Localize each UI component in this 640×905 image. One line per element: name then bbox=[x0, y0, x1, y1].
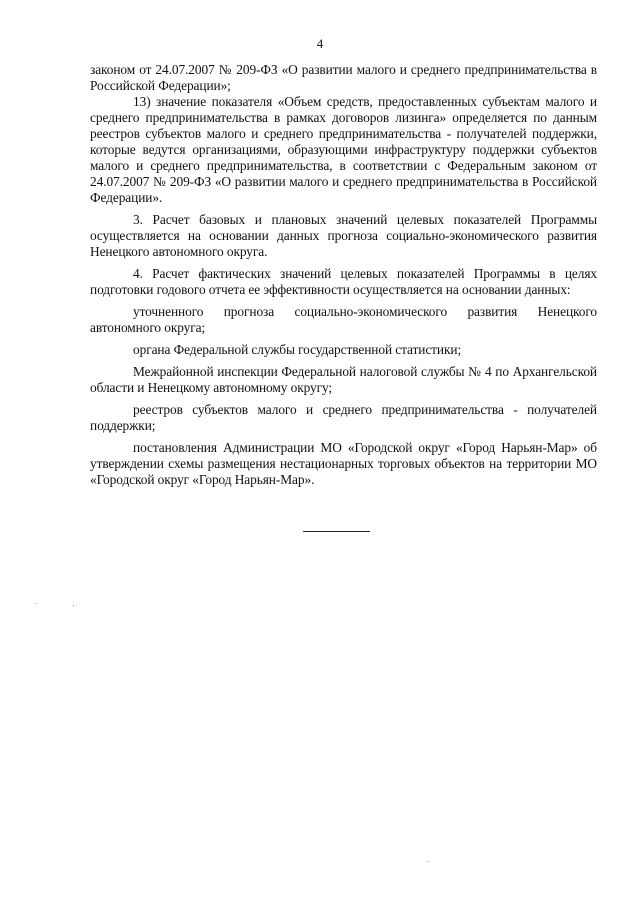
end-separator-line bbox=[303, 531, 370, 532]
list-item-forecast: уточненного прогноза социально-экономического развития Ненецкого автономного округа; bbox=[90, 304, 597, 335]
paragraph-section-3: 3. Расчет базовых и плановых значений целевых показателей Программы осуществляется на основании данных прогноза социально-экономического развития Ненецкого автономного округа. bbox=[90, 212, 597, 259]
list-item-registries: реестров субъектов малого и среднего предпринимательства - получателей поддержки; bbox=[90, 402, 597, 433]
page-number: 4 bbox=[316, 36, 324, 51]
scan-speck bbox=[73, 605, 74, 606]
scan-speck bbox=[428, 861, 429, 862]
list-item-resolution: постановления Администрации МО «Городской округ «Город Нарьян-Мар» об утверждении схемы размещения нестационарных торговых объектов на территории МО «Городской округ «Город Нарьян-Мар». bbox=[90, 440, 597, 487]
document-body bbox=[90, 62, 597, 488]
scan-speck bbox=[36, 603, 37, 604]
paragraph-item-13: 13) значение показателя «Объем средств, предоставленных субъектам малого и среднего предпринимательства в рамках договоров лизинга» определяется по данным реестров субъектов малого и среднего предпринимательства - получателей поддержки, которые ведутся организациями, образующими инфраструктуру поддержки субъектов малого и среднего предпринимательства, в соответствии с Федеральным законом от 24.07.2007 № 209-ФЗ «О развитии малого и среднего предпринимательства в Российской Федерации». bbox=[90, 94, 597, 205]
paragraph-law-continuation: законом от 24.07.2007 № 209-ФЗ «О развитии малого и среднего предпринимательства в Российской Федерации»; bbox=[90, 62, 597, 93]
list-item-tax-inspection: Межрайонной инспекции Федеральной налоговой службы № 4 по Архангельской области и Ненецкому автономному округу; bbox=[90, 364, 597, 395]
list-item-statistics: органа Федеральной службы государственной статистики; bbox=[133, 342, 462, 357]
paragraph-section-4: 4. Расчет фактических значений целевых показателей Программы в целях подготовки годового отчета ее эффективности осуществляется на основании данных: bbox=[90, 266, 597, 297]
